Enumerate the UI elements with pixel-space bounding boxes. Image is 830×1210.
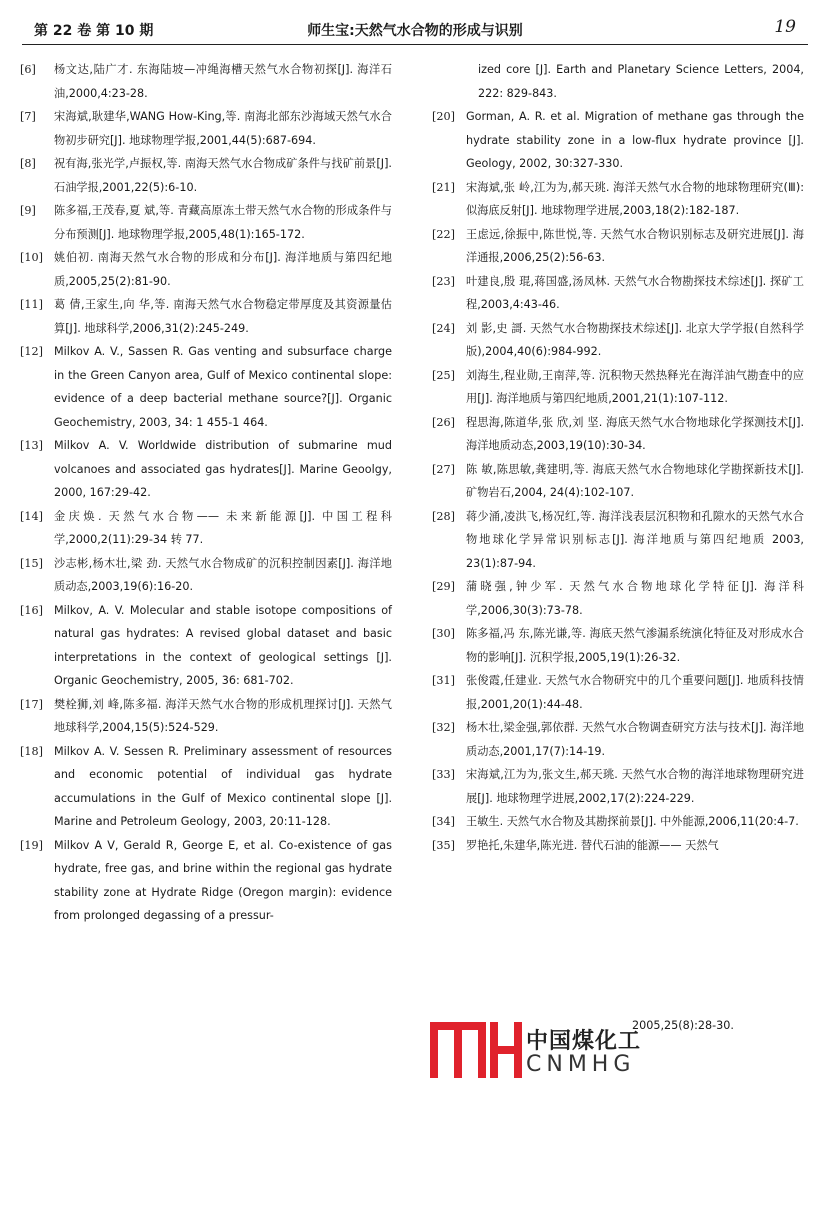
- reference-text: 蒋少涌,凌洪飞,杨况红,等. 海洋浅表层沉积物和孔隙水的天然气水合物地球化学异常识别标志[J]. 海洋地质与第四纪地质 2003, 23(1):87-94.: [466, 509, 804, 570]
- reference-number: [19]: [20, 838, 43, 852]
- reference-number: [16]: [20, 603, 43, 617]
- reference-text: 陈多福,冯 东,陈光谦,等. 海底天然气渗漏系统演化特征及对形成水合物的影响[J]. 沉积学报,2005,19(1):26-32.: [466, 627, 804, 664]
- reference-number: [31]: [432, 674, 455, 687]
- page-number: 19: [774, 17, 796, 37]
- reference-text: 刘海生,程业勋,王南萍,等. 沉积物天然热释光在海洋油气勘查中的应用[J]. 海洋地质与第四纪地质,2001,21(1):107-112.: [466, 368, 804, 405]
- reference-item: [20, 246, 392, 293]
- reference-text: 刘 影,史 謌. 天然气水合物勘探技术综述[J]. 北京大学学报(自然科学版),2004,40(6):984-992.: [466, 321, 804, 358]
- reference-number: [8]: [20, 157, 36, 170]
- reference-item: [432, 223, 804, 270]
- reference-item: [432, 810, 804, 834]
- reference-item: [432, 105, 804, 176]
- reference-text: 祝有海,张光学,卢振权,等. 南海天然气水合物成矿条件与找矿前景[J]. 石油学报,2001,22(5):6-10.: [54, 157, 392, 194]
- reference-item: [20, 505, 392, 552]
- reference-item: [432, 834, 804, 858]
- reference-number: [15]: [20, 556, 43, 570]
- reference-35-tail: 2005,25(8):28-30.: [632, 1019, 734, 1032]
- reference-item: [432, 270, 804, 317]
- reference-item: [432, 622, 804, 669]
- reference-number: [23]: [432, 274, 455, 288]
- watermark-logo: [428, 1018, 648, 1082]
- reference-number: [24]: [432, 321, 455, 335]
- logo-text-en: CNMHG: [526, 1052, 636, 1077]
- reference-number: [13]: [20, 439, 43, 452]
- reference-item: [432, 669, 804, 716]
- reference-number: [10]: [20, 251, 43, 264]
- reference-number: [17]: [20, 697, 43, 711]
- reference-number: [7]: [20, 110, 36, 123]
- reference-text: 樊栓狮,刘 峰,陈多福. 海洋天然气水合物的形成机理探讨[J]. 天然气地球科学,2004,15(5):524-529.: [54, 697, 392, 734]
- reference-text: 沙志彬,杨木壮,梁 劲. 天然气水合物成矿的沉积控制因素[J]. 海洋地质动态,2003,19(6):16-20.: [54, 556, 392, 593]
- reference-item: [20, 552, 392, 599]
- reference-number: [35]: [432, 838, 455, 852]
- reference-number: [34]: [432, 815, 455, 828]
- reference-item: [432, 458, 804, 505]
- reference-number: [9]: [20, 204, 36, 217]
- reference-item: [432, 411, 804, 458]
- reference-number: [29]: [432, 580, 455, 593]
- reference-text: Gorman, A. R. et al. Migration of methane gas through the hydrate stability zone in a low-flux hydrate province [J]. Geology, 2002, 30:327-330.: [466, 110, 804, 170]
- reference-text: 叶建良,殷 琨,蒋国盛,汤凤林. 天然气水合物勘探技术综述[J]. 探矿工程,2003,4:43-46.: [466, 274, 804, 311]
- reference-text: 陈 敏,陈思敏,龚建明,等. 海底天然气水合物地球化学勘探新技术[J]. 矿物岩石,2004, 24(4):102-107.: [466, 462, 804, 499]
- reference-number: [14]: [20, 509, 43, 523]
- reference-item: [432, 716, 804, 763]
- reference-text: 王敏生. 天然气水合物及其勘探前景[J]. 中外能源,2006,11(20:4-7.: [466, 815, 799, 828]
- cnmhg-logo-icon: [428, 1018, 524, 1082]
- reference-number: [27]: [432, 462, 455, 476]
- reference-text: 程思海,陈道华,张 欣,刘 坚. 海底天然气水合物地球化学探测技术[J]. 海洋地质动态,2003,19(10):30-34.: [466, 415, 804, 452]
- reference-number: [18]: [20, 744, 43, 758]
- reference-item: [432, 176, 804, 223]
- reference-text: Milkov A. V. Worldwide distribution of submarine mud volcanoes and associated gas hydrates[J]. Marine Geoolgy, 2000, 167:29-42.: [54, 439, 392, 499]
- reference-text: 宋海斌,江为为,张文生,郝天珧. 天然气水合物的海洋地球物理研究进展[J]. 地球物理学进展,2002,17(2):224-229.: [466, 768, 804, 805]
- journal-volume-issue: 第 22 卷 第 10 期: [34, 23, 154, 39]
- reference-text: Milkov A V, Gerald R, George E, et al. Co-existence of gas hydrate, free gas, and brine within the regional gas hydrate stability zone at Hydrate Ridge (Oregon margin): evidence from prolonged degassing of a pressur-: [54, 838, 392, 922]
- reference-number: [11]: [20, 298, 43, 311]
- reference-text: Milkov A. V., Sassen R. Gas venting and subsurface charge in the Green Canyon area, Gulf of Mexico continental slope: evidence of a deep bacterial methane source?[J]. Organic Geochemistry, 2003, 34: 1 455-1 464.: [54, 345, 392, 429]
- reference-number: [21]: [432, 180, 455, 194]
- reference-text: 王虑远,徐振中,陈世悦,等. 天然气水合物识别标志及研究进展[J]. 海洋通报,2006,25(2):56-63.: [466, 227, 804, 264]
- reference-number: [32]: [432, 721, 455, 734]
- reference-text: 金庆焕. 天然气水合物—— 未来新能源[J]. 中国工程科学,2000,2(11):29-34 转 77.: [54, 509, 392, 546]
- references-left-column: [20, 58, 392, 928]
- reference-item: [20, 740, 392, 834]
- reference-item: [20, 340, 392, 434]
- reference-number: [6]: [20, 63, 36, 76]
- logo-text-cn: 中国煤化工: [526, 1029, 642, 1054]
- reference-item: [432, 575, 804, 622]
- reference-text: Milkov A. V. Sessen R. Preliminary assessment of resources and economic potential of individual gas hydrate accumulations in the Gulf of Mexico continental slope [J]. Marine and Petroleum Geology, 2003, 20:11-128.: [54, 744, 392, 828]
- reference-item: [20, 105, 392, 152]
- page-header: [22, 14, 808, 45]
- reference-number: [20]: [432, 110, 455, 123]
- reference-text: 姚伯初. 南海天然气水合物的形成和分布[J]. 海洋地质与第四纪地质,2005,25(2):81-90.: [54, 251, 392, 288]
- references-right-column: [432, 58, 804, 857]
- reference-text: 蒲晓强,钟少军. 天然气水合物地球化学特征[J]. 海洋科学,2006,30(3):73-78.: [466, 580, 804, 617]
- reference-item: [20, 199, 392, 246]
- reference-text: 宋海斌,张 岭,江为为,郝天珧. 海洋天然气水合物的地球物理研究(Ⅲ):似海底反射[J]. 地球物理学进展,2003,18(2):182-187.: [466, 180, 804, 217]
- reference-item: [20, 58, 392, 105]
- reference-item: [432, 317, 804, 364]
- reference-item: [432, 505, 804, 576]
- reference-text: Milkov, A. V. Molecular and stable isotope compositions of natural gas hydrates: A revised global dataset and basic interpretations in the context of geological settings [J]. Organic Geochemistry, 2005, 36: 681-702.: [54, 603, 392, 687]
- reference-continuation: ized core [J]. Earth and Planetary Science Letters, 2004, 222: 829-843.: [478, 63, 804, 100]
- reference-item: [20, 834, 392, 928]
- reference-item: [20, 434, 392, 505]
- reference-number: [22]: [432, 227, 455, 241]
- reference-text: 宋海斌,耿建华,WANG How-King,等. 南海北部东沙海域天然气水合物初步研究[J]. 地球物理学报,2001,44(5):687-694.: [54, 110, 392, 147]
- reference-number: [30]: [432, 627, 455, 640]
- reference-item: [20, 693, 392, 740]
- reference-number: [26]: [432, 415, 455, 429]
- running-title: 师生宝:天然气水合物的形成与识别: [307, 23, 523, 39]
- reference-item: [20, 293, 392, 340]
- reference-item: [20, 152, 392, 199]
- reference-item: [20, 599, 392, 693]
- reference-number: [25]: [432, 368, 455, 382]
- reference-number: [28]: [432, 509, 455, 523]
- reference-text: 杨木壮,梁金强,郭依群. 天然气水合物调查研究方法与技术[J]. 海洋地质动态,2001,17(7):14-19.: [466, 721, 804, 758]
- reference-text: 葛 倩,王家生,向 华,等. 南海天然气水合物稳定带厚度及其资源量估算[J]. 地球科学,2006,31(2):245-249.: [54, 298, 392, 335]
- reference-text: 杨文达,陆广才. 东海陆坡—冲绳海槽天然气水合物初探[J]. 海洋石油,2000,4:23-28.: [54, 63, 392, 100]
- reference-number: [12]: [20, 345, 43, 358]
- reference-text: 罗艳托,朱建华,陈光进. 替代石油的能源—— 天然气: [466, 838, 719, 852]
- reference-number: [33]: [432, 768, 455, 781]
- reference-text: 张俊霞,任建业. 天然气水合物研究中的几个重要问题[J]. 地质科技情报,2001,20(1):44-48.: [466, 674, 804, 711]
- reference-item: [432, 763, 804, 810]
- reference-item: [432, 364, 804, 411]
- reference-text: 陈多福,王茂春,夏 斌,等. 青藏高原冻土带天然气水合物的形成条件与分布预测[J]. 地球物理学报,2005,48(1):165-172.: [54, 204, 392, 241]
